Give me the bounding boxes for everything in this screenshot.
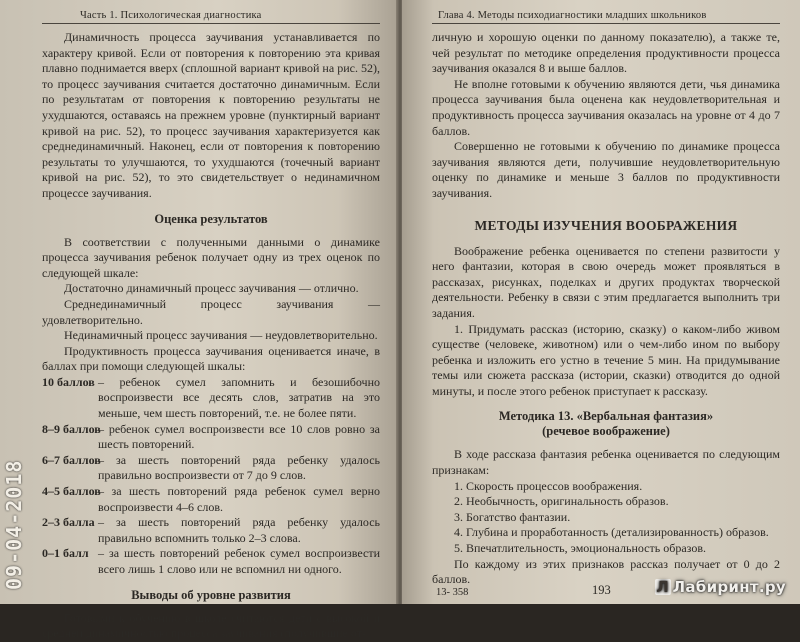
left-running-header: Часть 1. Психологическая диагностика	[42, 6, 380, 24]
signature-mark: 13- 358	[436, 587, 469, 598]
score-key: 8–9 баллов	[42, 421, 101, 436]
score-key: 2–3 балла	[42, 515, 95, 530]
scale-item: Нединамичный процесс заучивания — неудовлетворительно.	[64, 328, 378, 343]
list-item: 3. Богатство фантазии.	[454, 509, 571, 524]
score-row	[42, 546, 380, 577]
paragraph: Не вполне готовыми к обучению являются дети, чья динамика процесса заучивания была оценена как неудовлетворительная и продуктивность процесса заучивания оказалась на уровне от 4 до 7 баллов.	[432, 76, 780, 138]
right-running-header: Глава 4. Методы психодиагностики младших школьников	[432, 6, 780, 24]
photo-date-stamp: 09-04-2018	[2, 459, 26, 590]
intro-paragraph: Динамичность процесса заучивания устанавливается по характеру кривой. Если от повторения к повторению эта кривая плавно поднимается вверх (сплошной вариант кривой на рис. 52), то процесс заучивания считается достаточно динамичным. Если по результатам от повторения к повторению результаты не ухудшаются, оставаясь на прежнем уровне (пунктирный вариант кривой на рис. 52), то процесс заучивания характеризуется как среднединамичный. Наконец, если от повторения к повторению результаты то улучшаются, то ухудшаются (точечный вариант кривой на рис. 52), то это свидетельствует о нединамичном процессе заучивания.	[42, 30, 380, 200]
criteria-intro: В ходе рассказа фантазия ребенка оценивается по следующим признакам:	[432, 447, 780, 478]
score-text: – ребенок сумел запомнить и безошибочно воспроизвести все десять слов, затратив на это меньше, чем шесть повторений, т.е. не более пяти.	[98, 374, 380, 421]
score-row	[42, 484, 380, 515]
section-title-evaluation: Оценка результатов	[154, 211, 268, 226]
page-number: 193	[592, 583, 611, 597]
paragraph: 1. Придумать рассказ (историю, сказку) о каком-либо живом существе (человеке, животном) или о чем-либо ином по выбору ребенка и изложить его устно в течение 5 мин. На придумывание темы или сюжета рассказа (истории, сказки) отводится до одной минуты, и после этого ребенок приступает к рассказу.	[432, 321, 780, 398]
score-key: 6–7 баллов	[42, 452, 101, 467]
chapter-title: МЕТОДЫ ИЗУЧЕНИЯ ВООБРАЖЕНИЯ	[474, 217, 738, 233]
score-text: – за шесть повторений ряда ребенку удалось правильно воспроизвести от 7 до 9 слов.	[98, 452, 380, 483]
left-page	[0, 0, 398, 641]
list-item: 1. Скорость процессов воображения.	[454, 478, 643, 493]
list-item: 4. Глубина и проработанность (детализированность) образов.	[454, 525, 769, 540]
paragraph: Воображение ребенка оценивается по степени развитости у него фантазии, которая в свою очередь может проявляться в рассказах, рисунках, поделках и других продуктах творческой деятельности. Ребенку в связи с этим предлагается выполнить три задания.	[432, 243, 780, 320]
score-row	[42, 422, 380, 453]
score-key: 10 баллов	[42, 374, 95, 389]
scale-intro: В соответствии с полученными данными о динамике процесса заучивания ребенок получает одну из трех оценок по следующей шкале:	[42, 234, 380, 280]
score-text: – за шесть повторений ребенок сумел воспроизвести всего лишь 1 слово или не вспомнил ни одного.	[98, 546, 380, 576]
watermark-text: Лабиринт.ру	[672, 578, 786, 596]
score-row	[42, 453, 380, 484]
labirint-watermark	[655, 578, 786, 596]
method-title: Методика 13. «Вербальная фантазия»	[498, 409, 714, 424]
score-text: – за шесть повторений ряда ребенку удалось правильно вспомнить только 2–3 слова.	[98, 515, 380, 545]
score-text: – ребенок сумел воспроизвести все 10 слов ровно за шесть повторений.	[98, 421, 380, 452]
closing-paragraph: По каждому из этих признаков рассказ получает от 0 до 2 баллов.	[432, 556, 780, 587]
score-text: – за шесть повторений ряда ребенок сумел верно воспроизвести 4–6 слов.	[98, 484, 380, 514]
right-page	[402, 0, 800, 604]
continued-paragraph: личную и хорошую оценки по данному показателю), а также те, чей результат по методике определения продуктивности процесса заучивания оказался 8 и выше баллов.	[432, 30, 780, 76]
scale-item: Среднединамичный процесс заучивания — удовлетворительно.	[42, 296, 380, 327]
productivity-intro: Продуктивность процесса заучивания оценивается иначе, в баллах при помощи следующей шкалы:	[42, 343, 380, 374]
conclusions-paragraph: Готовыми к обучению в школе считаются дети с высокой и средней динамичностью процесса заучивания (получившие от-	[42, 610, 380, 641]
paragraph: Совершенно не готовыми к обучению по динамике процесса заучивания являются дети, получившие неудовлетворительную оценку по динамике и меньше 3 баллов по продуктивности заучивания.	[432, 139, 780, 200]
labirint-logo-icon: Л	[656, 578, 669, 596]
score-row	[42, 375, 380, 422]
list-item: 2. Необычность, оригинальность образов.	[454, 494, 669, 509]
score-key: 4–5 баллов	[42, 484, 101, 499]
score-key: 0–1 балл	[42, 546, 89, 561]
score-row	[42, 515, 380, 546]
method-subtitle: (речевое воображение)	[542, 424, 670, 439]
scale-item: Достаточно динамичный процесс заучивания — отлично.	[64, 281, 359, 296]
section-title-conclusions: Выводы об уровне развития	[131, 587, 291, 602]
list-item: 5. Впечатлительность, эмоциональность образов.	[454, 541, 706, 556]
criteria-list	[432, 479, 780, 557]
